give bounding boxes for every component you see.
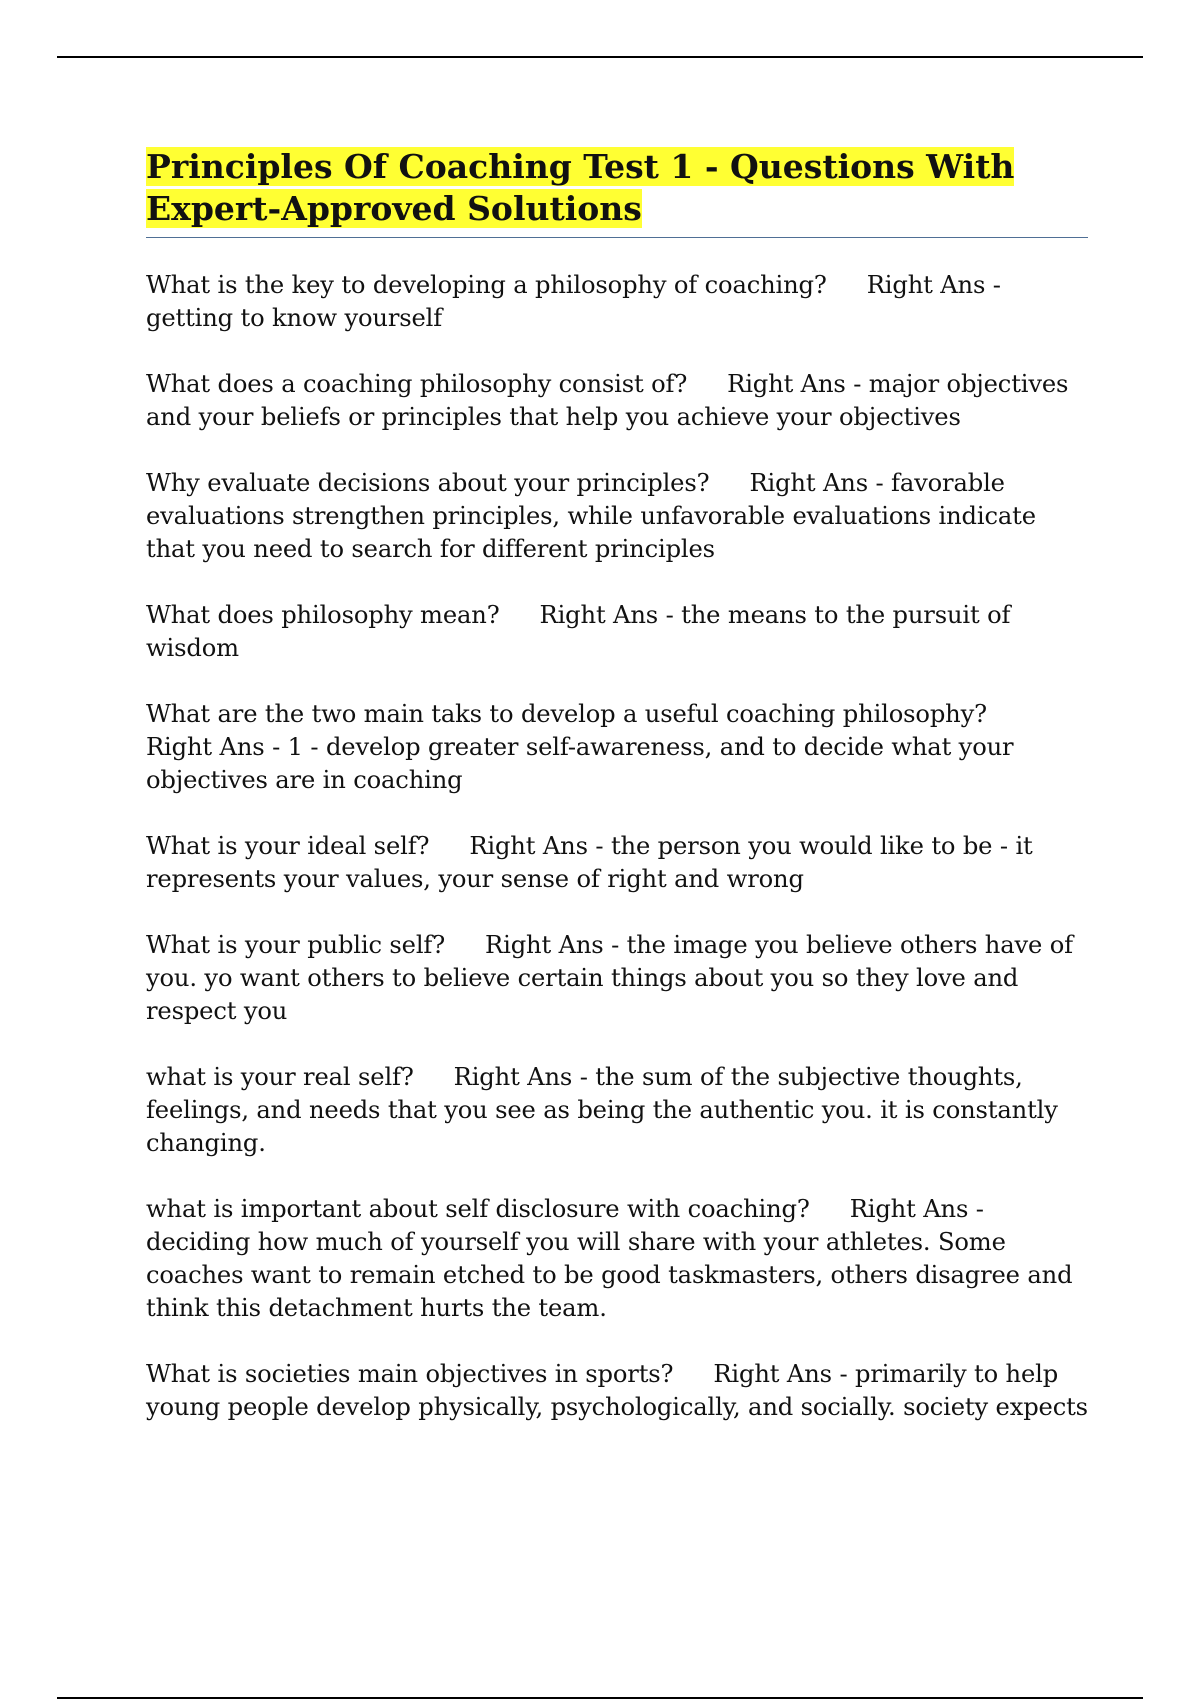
question-text: What does philosophy mean? <box>146 601 500 629</box>
document-body <box>146 146 1088 1457</box>
answer-text: Right Ans - major objectives and your beliefs or principles that help you achieve your objectives <box>146 370 1069 431</box>
answer-text: Right Ans - favorable evaluations strengthen principles, while unfavorable evaluations indicate that you need to search for different principles <box>146 469 1036 563</box>
question-text: what is your real self? <box>146 1063 414 1091</box>
answer-text: Right Ans - the person you would like to be - it represents your values, your sense of right and wrong <box>146 832 1033 893</box>
question-text: What does a coaching philosophy consist of? <box>146 370 688 398</box>
qa-list <box>146 269 1088 1424</box>
question-text: What is societies main objectives in sports? <box>146 1360 674 1388</box>
answer-text: Right Ans - the image you believe others have of you. yo want others to believe certain things about you so they love and respect you <box>146 931 1073 1025</box>
answer-text: Right Ans - deciding how much of yourself you will share with your athletes. Some coaches want to remain etched to be good taskmasters, others disagree and think this detachment hurts the team. <box>146 1195 1073 1322</box>
footer-rule <box>57 1697 1143 1699</box>
question-text: What is the key to developing a philosophy of coaching? <box>146 271 827 299</box>
question-text: Why evaluate decisions about your principles? <box>146 469 710 497</box>
answer-text: Right Ans - the sum of the subjective thoughts, feelings, and needs that you see as being the authentic you. it is constantly changing. <box>146 1063 1058 1157</box>
qa-item <box>146 269 1088 335</box>
qa-item <box>146 1061 1088 1160</box>
qa-item <box>146 830 1088 896</box>
qa-item <box>146 368 1088 434</box>
qa-item <box>146 698 1088 797</box>
question-text: What is your ideal self? <box>146 832 430 860</box>
header-rule <box>57 56 1143 58</box>
answer-text: Right Ans - primarily to help young people develop physically, psychologically, and socially. society expects <box>146 1360 1088 1421</box>
title-highlight: Principles Of Coaching Test 1 - Questions With Expert-Approved Solutions <box>146 147 1015 228</box>
qa-item <box>146 1193 1088 1325</box>
answer-text: Right Ans - the means to the pursuit of wisdom <box>146 601 1011 662</box>
document-title <box>146 146 1088 238</box>
question-text: What is your public self? <box>146 931 446 959</box>
qa-item <box>146 1358 1088 1424</box>
qa-item <box>146 929 1088 1028</box>
question-text: What are the two main taks to develop a useful coaching philosophy? <box>146 700 987 728</box>
question-text: what is important about self disclosure with coaching? <box>146 1195 810 1223</box>
qa-item <box>146 599 1088 665</box>
answer-text: Right Ans - getting to know yourself <box>146 271 1001 332</box>
answer-text: Right Ans - 1 - develop greater self-awareness, and to decide what your objectives are in coaching <box>146 733 1014 794</box>
qa-item <box>146 467 1088 566</box>
